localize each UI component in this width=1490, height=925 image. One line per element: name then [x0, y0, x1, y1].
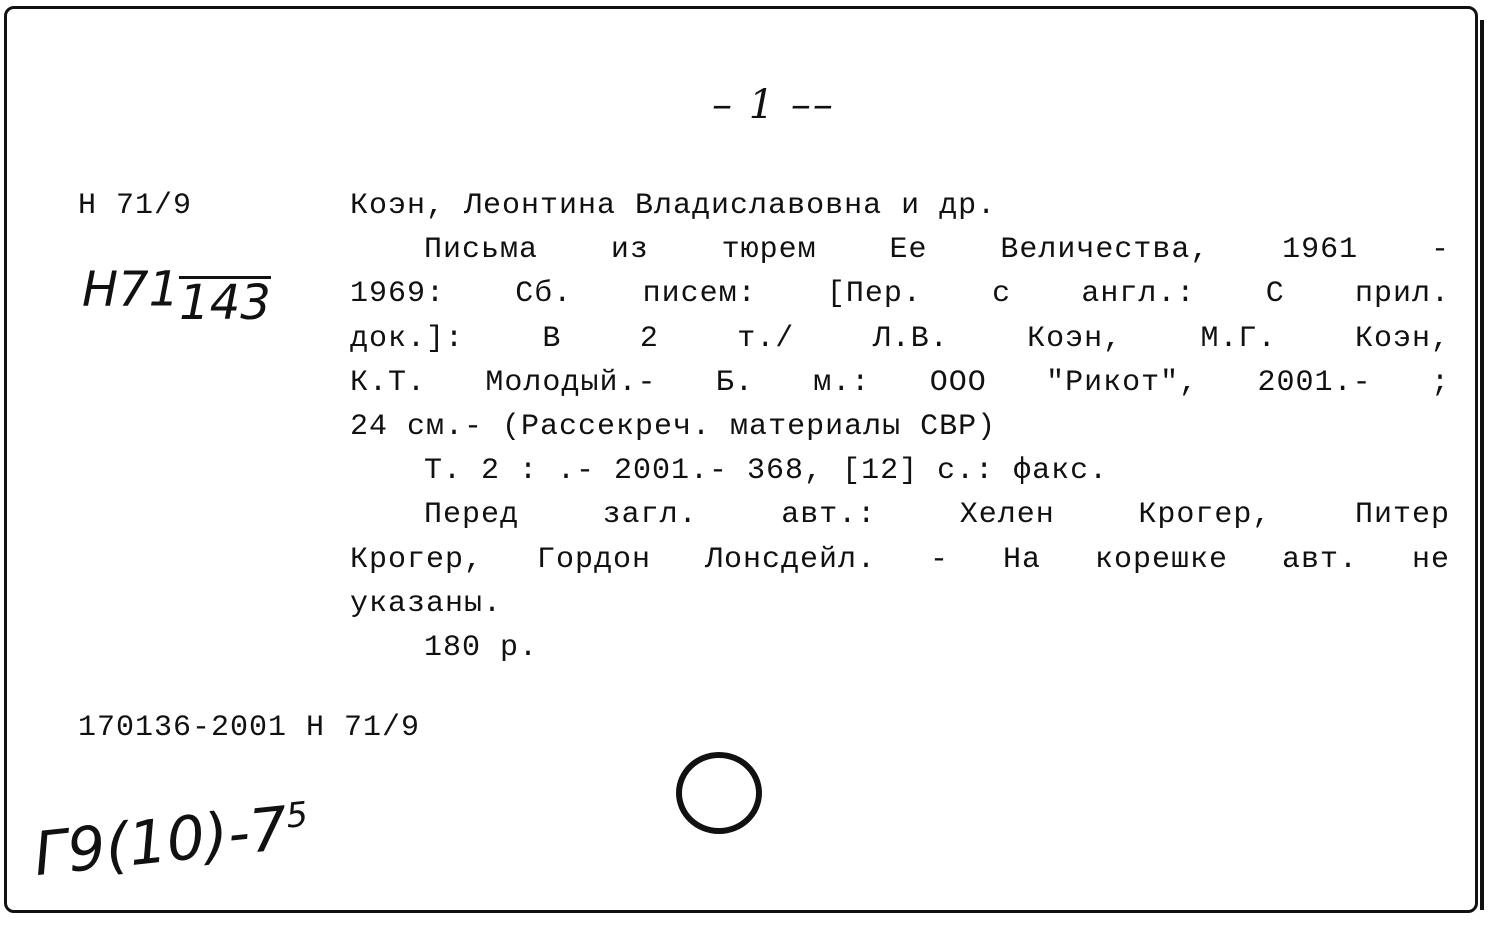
shelf-mark: Н 71/9 [78, 189, 193, 223]
entry-volume-line: Т. 2 : .- 2001.- 368, [12] с.: факс. [424, 454, 1109, 489]
entry-title-line: К.Т. Молодый.- Б. м.: ООО "Рикот", 2001.- ; [350, 365, 1450, 400]
entry-note-line: Крогер, Гордон Лонсдейл. - На корешке авт. не [350, 542, 1450, 577]
entry-price: 180 р. [424, 631, 539, 666]
entry-title-line: 24 см.- (Рассекреч. материалы СВР) [350, 410, 997, 445]
entry-heading: Коэн, Леонтина Владиславовна и др. [350, 189, 997, 223]
inventory-number: 170136-2001 Н 71/9 [78, 711, 421, 745]
entry-title-line: док.]: В 2 т./ Л.В. Коэн, М.Г. Коэн, [350, 321, 1450, 356]
entry-title-line: 1969: Сб. писем: [Пер. с англ.: С прил. [350, 277, 1450, 312]
entry-title-line: Письма из тюрем Ее Величества, 1961 - [424, 233, 1450, 268]
entry-note-line: Перед загл. авт.: Хелен Крогер, Питер [424, 498, 1450, 533]
card-punch-hole [676, 752, 762, 834]
handwritten-classification-main: Г9(10)-7 [30, 793, 292, 890]
entry-note-line: указаны. [350, 586, 503, 621]
bibliographic-entry [350, 184, 1450, 670]
handwritten-shelf-fraction [179, 258, 271, 331]
card-edge-shadow [1480, 20, 1484, 910]
handwritten-shelf-main: Н71 [82, 261, 180, 318]
handwritten-classification-sup: 5 [284, 794, 310, 837]
handwritten-shelf-fraction-bottom: 143 [179, 275, 271, 331]
handwritten-shelf-mark [82, 258, 271, 331]
page-number: – 1 –– [712, 82, 835, 128]
